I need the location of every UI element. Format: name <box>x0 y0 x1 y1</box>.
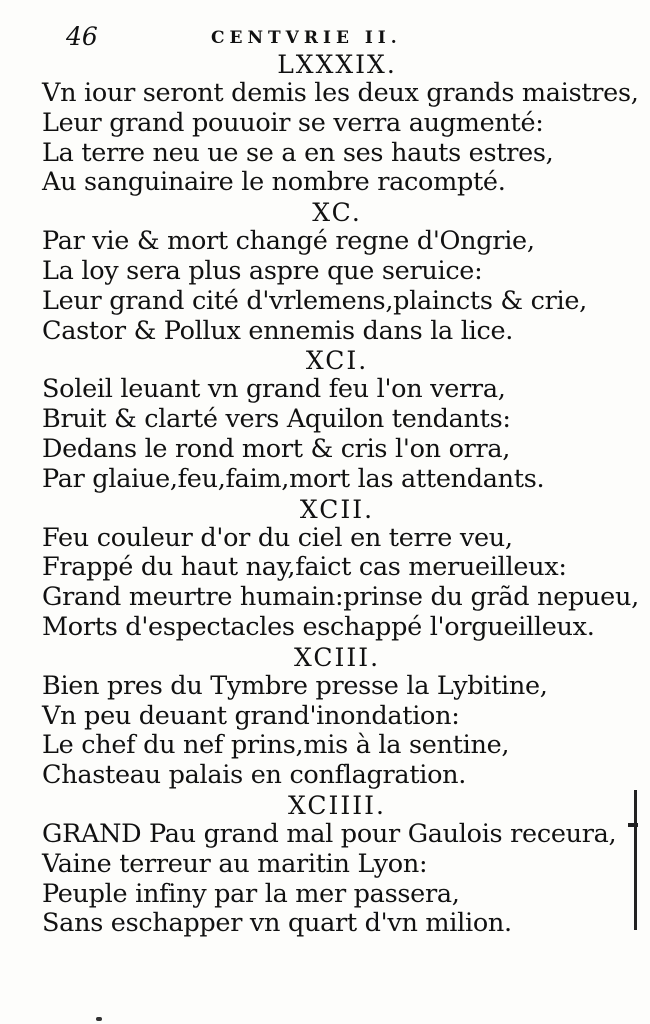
quatrain-94 <box>42 790 617 939</box>
verse-line: Bruit & clarté vers Aquilon tendants: <box>42 404 511 435</box>
verse-line: Au sanguinaire le nombre racompté. <box>42 167 506 198</box>
verse-line: Dedans le rond mort & cris l'on orra, <box>42 433 511 464</box>
quatrain-numeral: XCI. <box>305 346 369 376</box>
verse-line: Leur grand cité d'vrlemens,plaincts & crie, <box>42 285 587 316</box>
verse-line: La loy sera plus aspre que seruice: <box>42 255 483 286</box>
quatrain-numeral: LXXXIX. <box>277 50 397 79</box>
margin-tick <box>628 823 638 827</box>
quatrain-numeral: XC. <box>312 198 362 228</box>
verse-line: Vn iour seront demis les deux grands maistres, <box>42 78 639 108</box>
quatrain-list <box>42 50 639 939</box>
verse-line: Vn peu deuant grand'inondation: <box>42 700 460 731</box>
quatrain-91 <box>42 346 602 494</box>
ink-speck <box>96 1017 102 1021</box>
verse-line: Par vie & mort changé regne d'Ongrie, <box>42 226 535 257</box>
verse-line: Leur grand pouuoir se verra augmenté: <box>42 107 544 138</box>
verse-line: Soleil leuant vn grand feu l'on verra, <box>42 374 506 405</box>
verse-line: Bien pres du Tymbre presse la Lybitine, <box>42 670 548 701</box>
verse-line: GRAND Pau grand mal pour Gaulois receura, <box>42 818 617 849</box>
verse-line: Le chef du nef prins,mis à la sentine, <box>42 730 510 761</box>
verse-line: Castor & Pollux ennemis dans la lice. <box>42 315 514 346</box>
verse-line: Chasteau palais en conflagration. <box>42 760 467 791</box>
running-head: CENTVRIE II. <box>211 28 402 48</box>
verse-line: Morts d'espectacles eschappé l'orgueilleux. <box>42 611 595 642</box>
quatrain-90 <box>42 198 602 346</box>
page-number: 46 <box>66 22 98 51</box>
margin-rule <box>634 790 637 930</box>
quatrain-numeral: XCIII. <box>293 642 381 672</box>
verse-line: Vaine terreur au maritin Lyon: <box>42 848 428 879</box>
verse-line: Peuple infiny par la mer passera, <box>42 878 460 909</box>
verse-line: Grand meurtre humain:prinse du grãd nepueu, <box>42 582 639 613</box>
verse-line: La terre neu ue se a en ses hauts estres, <box>42 137 554 168</box>
verse-line: Par glaiue,feu,faim,mort las attendants. <box>42 463 545 494</box>
quatrain-89 <box>42 50 639 198</box>
verse-line: Sans eschapper vn quart d'vn milion. <box>42 908 512 939</box>
quatrain-numeral: XCII. <box>299 494 375 524</box>
quatrain-92 <box>42 494 639 643</box>
verse-line: Frappé du haut nay,faict cas merueilleux: <box>42 552 567 583</box>
quatrain-numeral: XCIIII. <box>288 790 386 820</box>
quatrain-93 <box>42 643 602 791</box>
verse-line: Feu couleur d'or du ciel en terre veu, <box>42 522 513 553</box>
